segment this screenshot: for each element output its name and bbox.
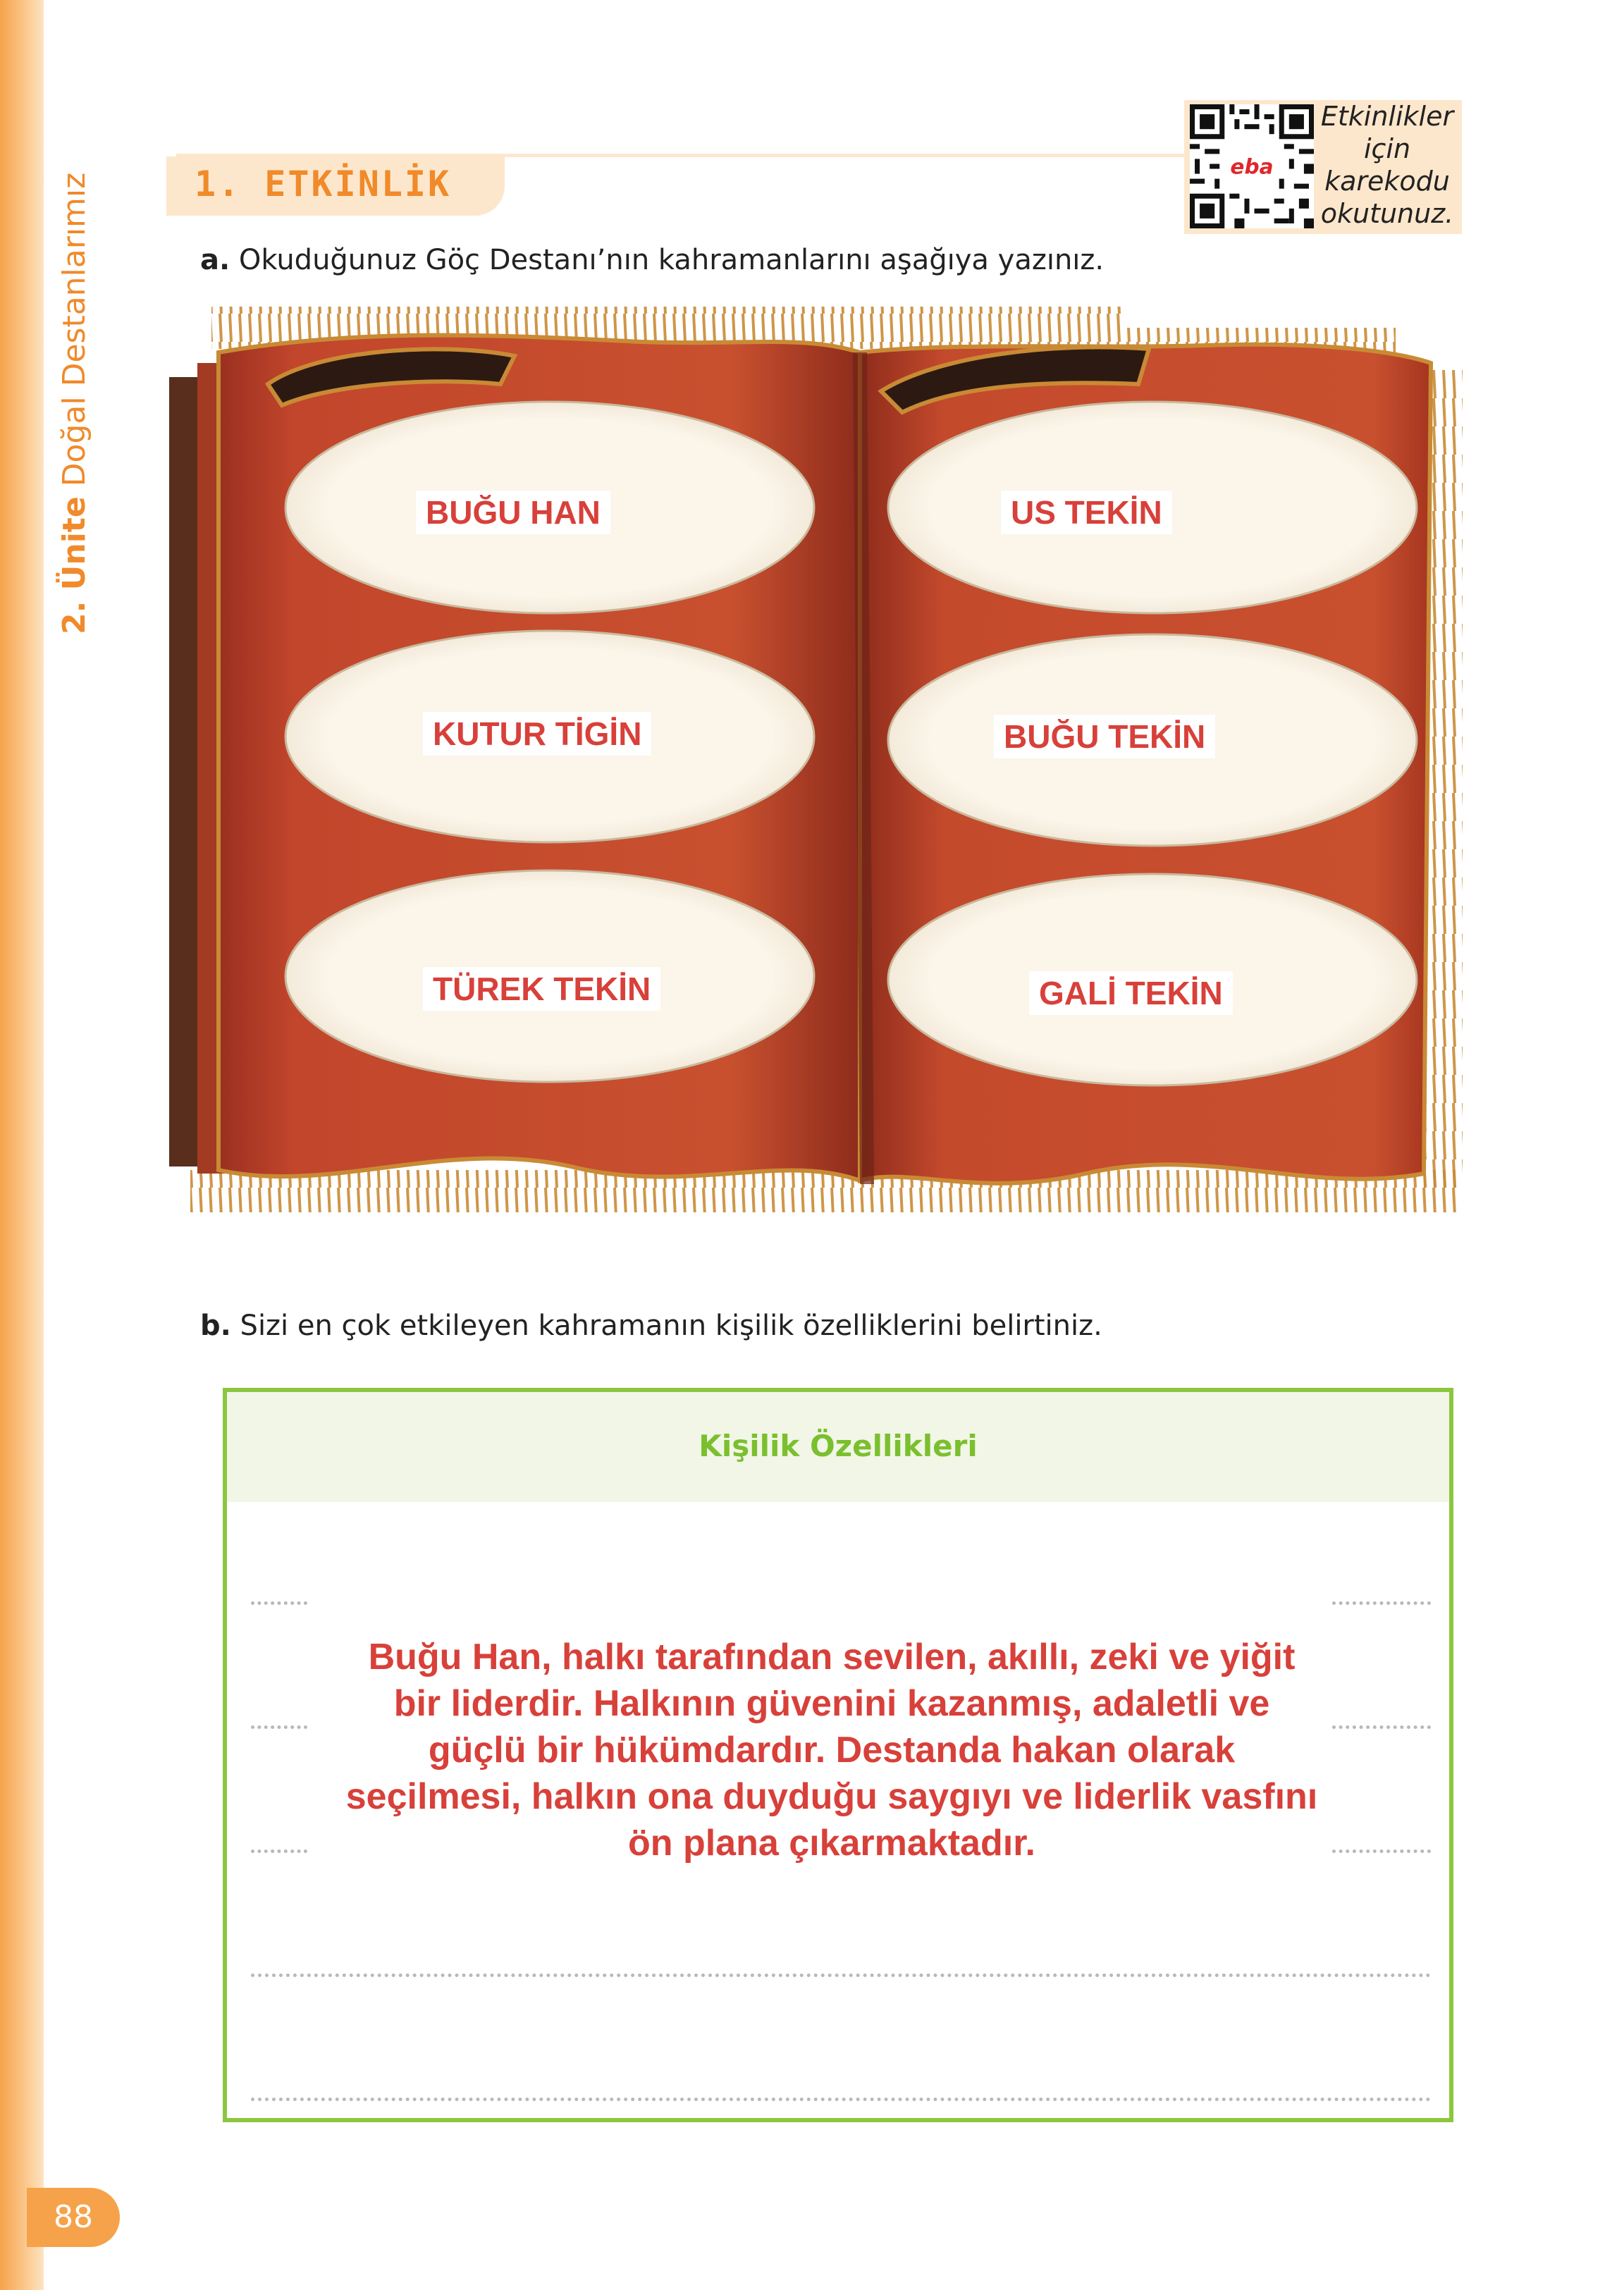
qr-caption-line: karekodu — [1324, 166, 1450, 197]
part-a-text: Okuduğunuz Göç Destanı’nın kahramanlarını aşağıya yazınız. — [238, 244, 1105, 276]
side-bar — [0, 0, 44, 2290]
answer-text-line: Buğu Han, halkı tarafından sevilen, akıllı, zeki ve yiğit — [368, 1637, 1296, 1678]
part-a-letter: a. — [200, 244, 230, 276]
traits-box-title: Kişilik Özellikleri — [699, 1429, 978, 1463]
part-b-instruction — [200, 1310, 1102, 1342]
answer-text-line: seçilmesi, halkın ona duyduğu saygıyı ve liderlik vasfını — [345, 1776, 1318, 1817]
unit-title — [39, 141, 110, 634]
qr-caption-line: okutunuz. — [1320, 198, 1454, 229]
hero-right-2: BUĞU TEKİN — [994, 715, 1215, 758]
part-a-instruction — [200, 244, 1104, 276]
part-b-letter: b. — [200, 1310, 231, 1342]
answer-line[interactable] — [1332, 1601, 1431, 1605]
qr-logo: eba — [1230, 154, 1274, 179]
answer-line[interactable] — [251, 2098, 1431, 2101]
hero-right-3: GALİ TEKİN — [1029, 971, 1233, 1015]
carpet-book-illustration — [148, 285, 1522, 1272]
qr-code-icon[interactable] — [1190, 104, 1314, 228]
activity-label: 1. ETKİNLİK — [195, 164, 452, 204]
part-b-text: Sizi en çok etkileyen kahramanın kişilik özelliklerini belirtiniz. — [240, 1310, 1102, 1342]
qr-caption-line: için — [1363, 133, 1411, 164]
qr-caption-line: Etkinlikler — [1320, 101, 1454, 132]
answer-text-line: bir liderdir. Halkının güvenini kazanmış, adaletli ve — [393, 1683, 1270, 1724]
answer-text-line: ön plana çıkarmaktadır. — [627, 1823, 1036, 1864]
hero-right-1: US TEKİN — [1001, 491, 1172, 534]
answer-text-line: güçlü bir hükümdardır. Destanda hakan olarak — [428, 1730, 1236, 1771]
hero-left-3: TÜREK TEKİN — [423, 967, 660, 1011]
answer-line[interactable] — [251, 1974, 1431, 1977]
unit-name: Doğal Destanlarımız — [56, 172, 92, 487]
traits-answer — [296, 1634, 1367, 1866]
bottom-fringe — [190, 1170, 1459, 1212]
answer-line[interactable] — [251, 1601, 307, 1605]
hero-left-1: BUĞU HAN — [416, 491, 610, 534]
page-number: 88 — [27, 2188, 120, 2247]
qr-caption — [1317, 100, 1458, 230]
hero-left-2: KUTUR TİGİN — [423, 712, 651, 756]
unit-number: 2. Ünite — [56, 496, 92, 634]
